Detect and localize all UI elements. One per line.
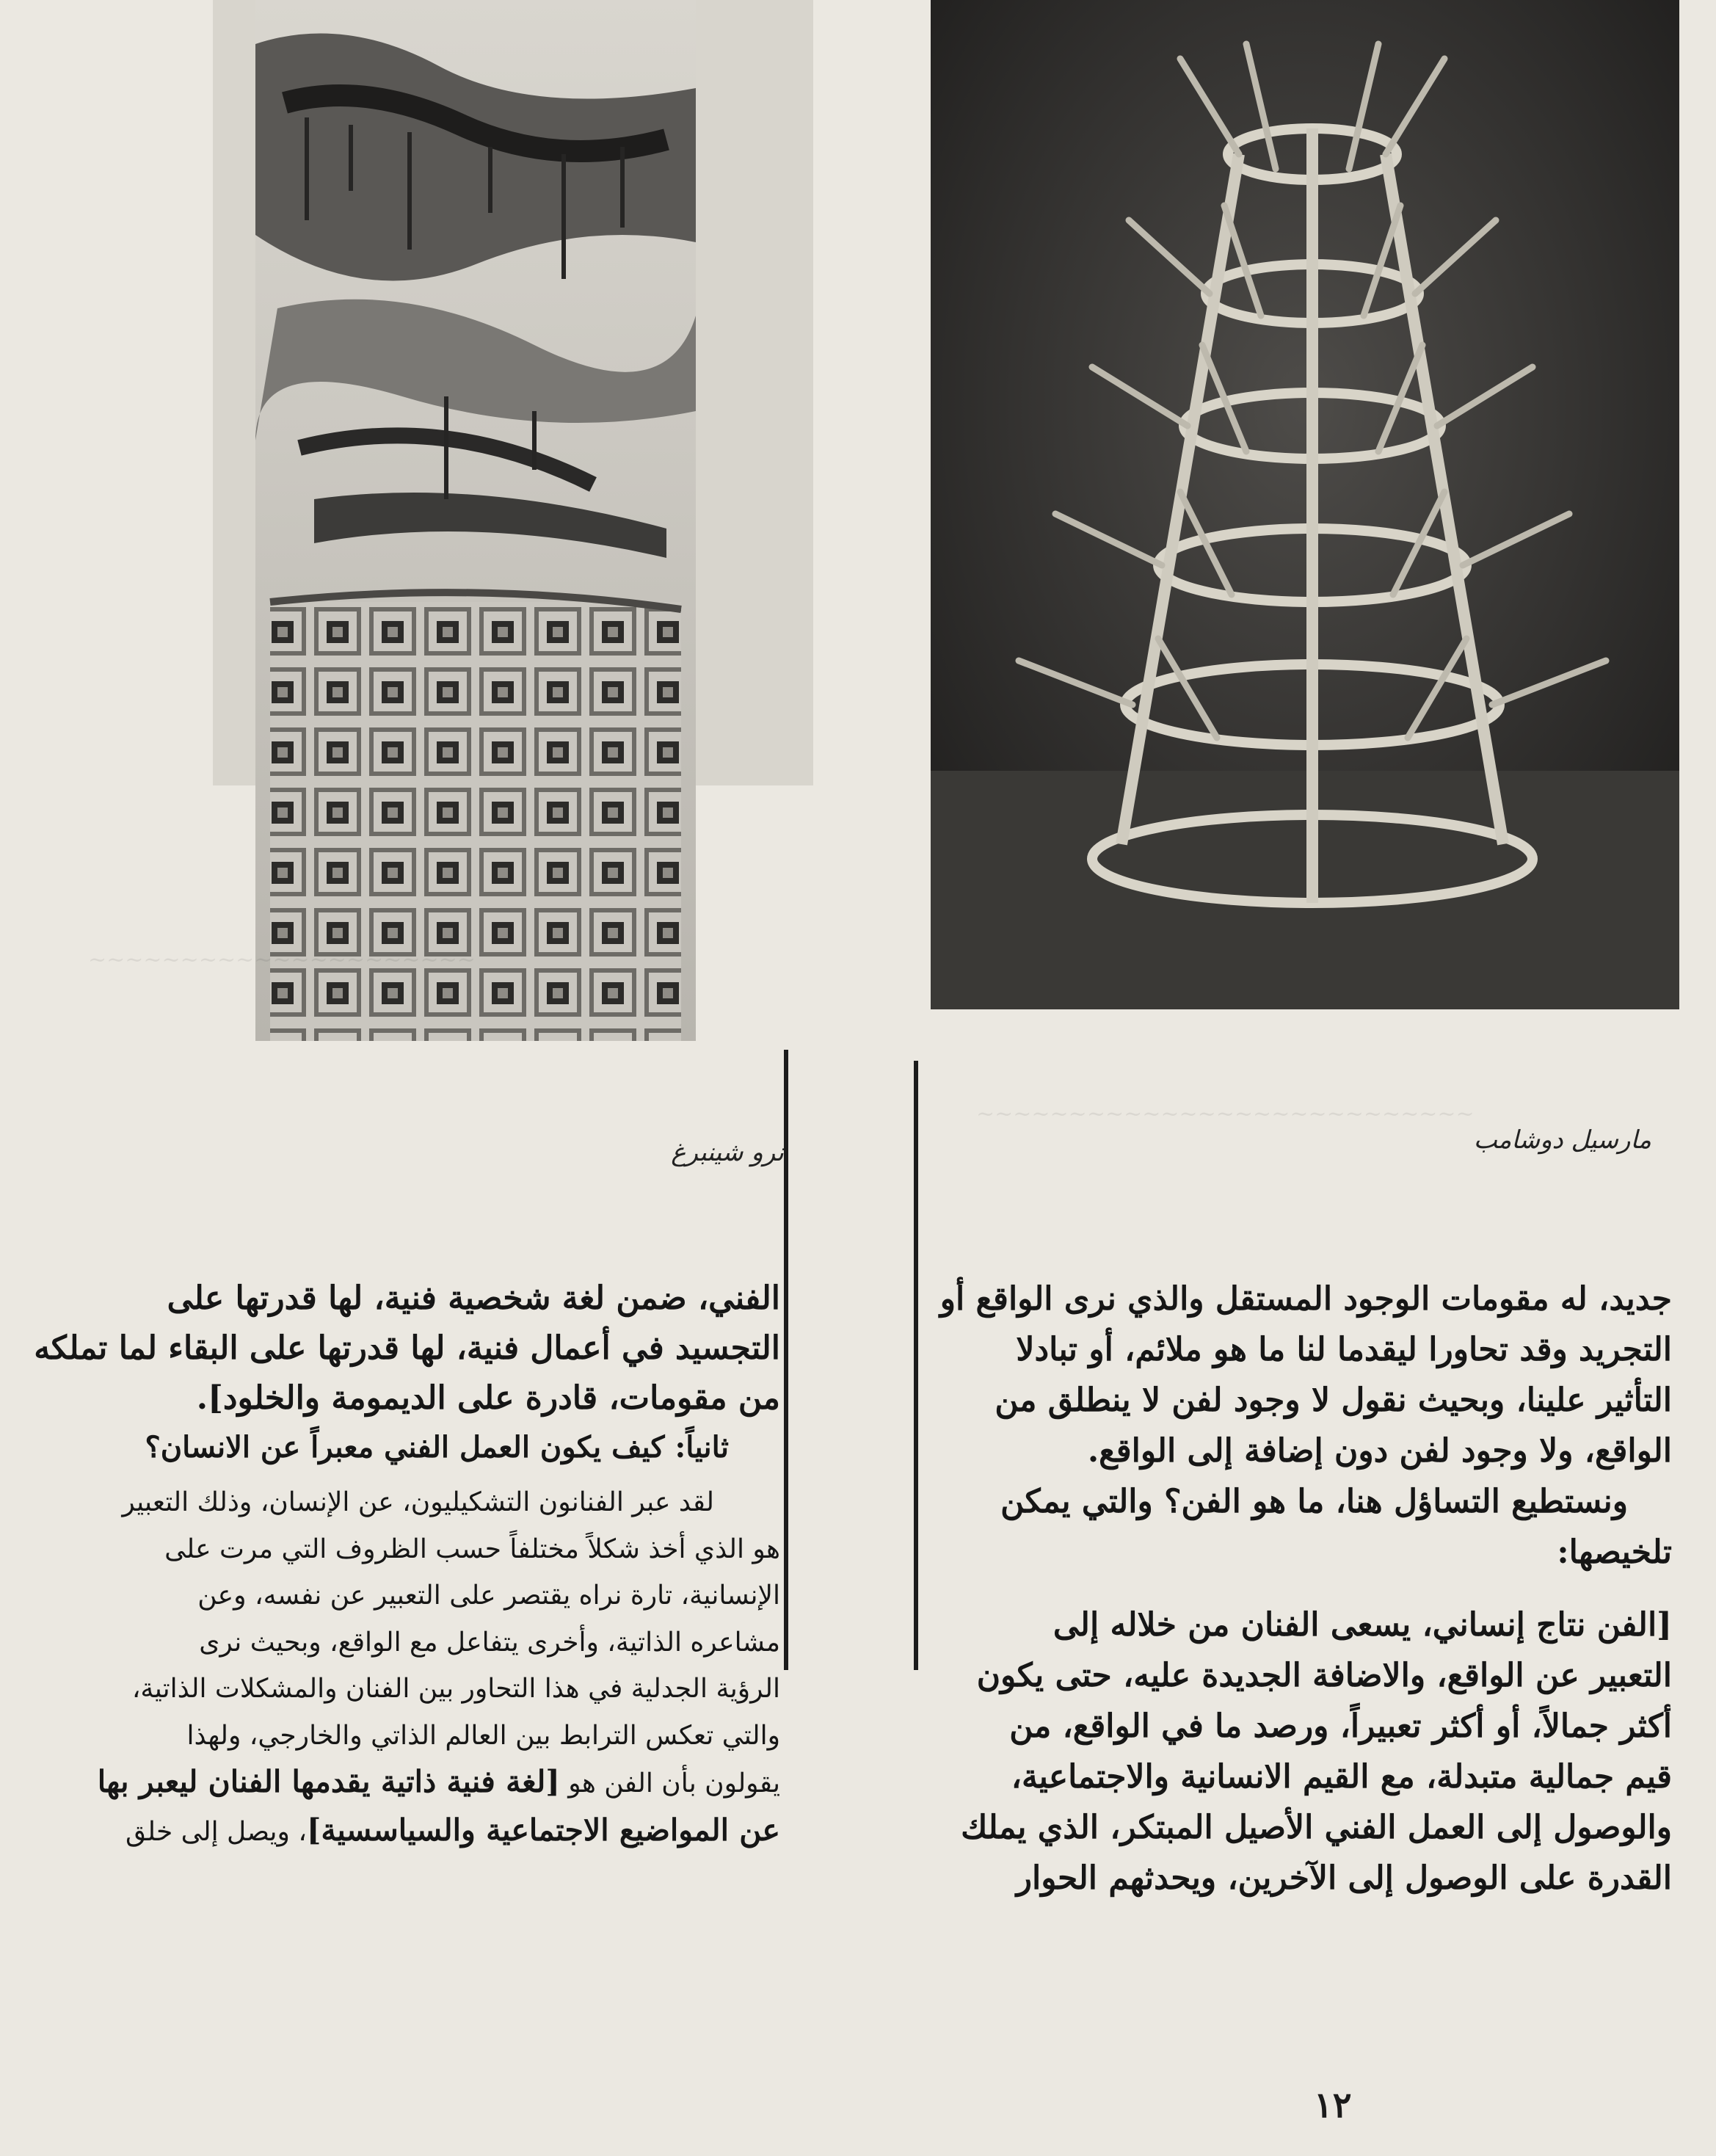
paragraph xyxy=(961,1600,1672,1903)
text-line: ونستطيع التساؤل هنا، ما هو الفن؟ والتي يمكن xyxy=(1000,1483,1628,1520)
text-line: الإنسانية، تارة نراه يقتصر على التعبير عن نفسه، وعن xyxy=(197,1580,780,1611)
text-line: هو الذي أخذ شكلاً مختلفاً حسب الظروف التي مرت على xyxy=(164,1533,780,1564)
text-line: الرؤية الجدلية في هذا التحاور بين الفنان والمشكلات الذاتية، xyxy=(131,1674,780,1704)
text-line: التأثير علينا، وبحيث نقول لا وجود لفن لا ينطلق من xyxy=(995,1382,1672,1419)
paragraph xyxy=(967,1476,1672,1578)
artwork-photo-rauschenberg xyxy=(255,0,696,1041)
text-line: مشاعره الذاتية، وأخرى يتفاعل مع الواقع، وبحيث نرى xyxy=(199,1627,780,1658)
photo-caption-left: نرو شينبرغ xyxy=(671,1138,784,1167)
text-line: التعبير عن الواقع، والاضافة الجديدة عليه، حتى يكون xyxy=(976,1657,1672,1694)
emphasized-text: [لغة فنية ذاتية يقدمها الفنان ليعبر بها xyxy=(97,1764,560,1799)
text-column-right xyxy=(939,1274,1672,1903)
column-rule-right xyxy=(914,1061,918,1670)
text-line: [الفن نتاج إنساني، يسعى الفنان من خلاله إلى xyxy=(1052,1606,1672,1644)
text-fragment: يقولون بأن الفن هو xyxy=(559,1768,780,1799)
text-line: تلخيصها: xyxy=(1557,1533,1672,1571)
text-column-left xyxy=(34,1274,780,1855)
photo-caption-right: مارسيل دوشامب xyxy=(1473,1125,1651,1155)
column-rule-left xyxy=(784,1050,788,1670)
emphasized-text: عن المواضيع الاجتماعية والسياسسية] xyxy=(307,1812,780,1848)
artwork-image xyxy=(255,0,696,1041)
show-through-text: ~~~~~~~~~~~~~~~~~~~~~ xyxy=(88,947,476,973)
artwork-photo-duchamp xyxy=(931,0,1679,1009)
text-line: جديد، له مقومات الوجود المستقل والذي نرى الواقع أو xyxy=(939,1280,1672,1318)
text-line: أكثر جمالاً، أو أكثر تعبيراً، ورصد ما في الواقع، من xyxy=(1009,1707,1672,1745)
text-line: الواقع، ولا وجود لفن دون إضافة إلى الواقع. xyxy=(1087,1432,1672,1470)
paragraph xyxy=(939,1274,1672,1476)
text-line: لقد عبر الفنانون التشكيليون، عن الإنسان، وذلك التعبير xyxy=(122,1487,714,1517)
text-line: الفني، ضمن لغة شخصية فنية، لها قدرتها على xyxy=(167,1280,780,1317)
page-number: ١٢ xyxy=(1314,2085,1352,2126)
text-line: التجسيد في أعمال فنية، لها قدرتها على البقاء لما تملكه xyxy=(34,1329,780,1367)
text-line xyxy=(57,1807,780,1856)
text-fragment: ، ويصل إلى خلق xyxy=(126,1816,308,1847)
heading-text: ثانياً: كيف يكون العمل الفني معبراً عن الانسان؟ xyxy=(145,1430,729,1464)
text-line: التجريد وقد تحاورا ليقدما لنا ما هو ملائم، أو تبادلا xyxy=(1016,1331,1672,1368)
text-line: قيم جمالية متبدلة، مع القيم الانسانية والاجتماعية، xyxy=(1011,1758,1672,1796)
text-line: القدرة على الوصول إلى الآخرين، ويحدثهم الحوار xyxy=(1016,1859,1672,1897)
artwork-image xyxy=(931,0,1679,1009)
text-line: من مقومات، قادرة على الديمومة والخلود]. xyxy=(196,1379,780,1417)
section-heading xyxy=(57,1423,780,1472)
show-through-text: ~~~~~~~~~~~~~~~~~~~~~~~~~~~ xyxy=(976,1101,1475,1127)
text-line xyxy=(57,1759,780,1807)
text-line: والتي تعكس الترابط بين العالم الذاتي والخارجي، ولهذا xyxy=(186,1720,780,1751)
paragraph xyxy=(57,1479,780,1855)
paragraph xyxy=(34,1274,780,1423)
text-line: والوصول إلى العمل الفني الأصيل المبتكر، الذي يملك xyxy=(961,1809,1672,1846)
